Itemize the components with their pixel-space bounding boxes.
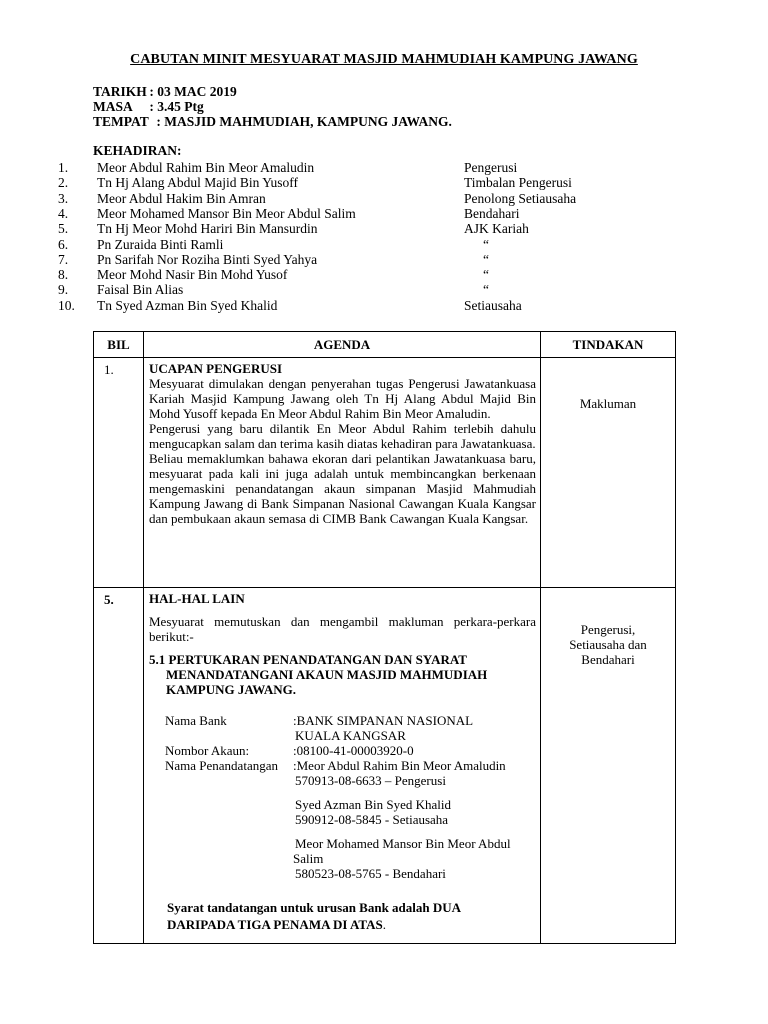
condition-line: Syarat tandatangan untuk urusan Bank adalah DUA: [167, 900, 462, 915]
tindakan-line: Pengerusi,: [580, 622, 636, 637]
header-agenda: AGENDA: [144, 332, 541, 358]
row-agenda: [144, 588, 541, 944]
attendance-role: “: [483, 236, 489, 252]
attendance-row: [0, 267, 768, 282]
attendance-row: [0, 282, 768, 297]
agenda-heading: UCAPAN PENGERUSI: [149, 361, 283, 376]
subsection-line: MENANDATANGANI AKAUN MASJID MAHMUDIAH: [166, 667, 488, 682]
attendance-role: Bendahari: [464, 205, 520, 221]
attendance-number: 9.: [58, 282, 69, 298]
table-row: [94, 358, 676, 588]
attendance-row: [0, 221, 768, 236]
account-label: Nombor Akaun:: [165, 743, 250, 758]
attendance-name: Meor Abdul Rahim Bin Meor Amaludin: [97, 160, 315, 175]
bank-value: :BANK SIMPANAN NASIONAL: [293, 713, 474, 728]
tindakan-line: Bendahari: [581, 652, 635, 667]
subsection-line: 5.1 PERTUKARAN PENANDATANGAN DAN SYARAT: [149, 652, 467, 667]
attendance-name: Pn Sarifah Nor Roziha Binti Syed Yahya: [97, 251, 318, 267]
attendance-row: [0, 298, 768, 313]
signatory-name: Meor Mohamed Mansor Bin Meor Abdul: [295, 836, 511, 851]
attendance-name: Faisal Bin Alias: [97, 282, 184, 298]
attendance-number: 10.: [58, 297, 75, 313]
attendance-number: 4.: [58, 205, 69, 221]
tarikh-label: TARIKH: [93, 84, 147, 99]
row-tindakan: Makluman: [541, 358, 676, 588]
row-bil: 1.: [94, 358, 144, 588]
attendance-row: [0, 191, 768, 206]
meta-masa: [93, 99, 204, 114]
attendance-name: Tn Syed Azman Bin Syed Khalid: [97, 297, 278, 313]
attendance-name: Tn Hj Alang Abdul Majid Bin Yusoff: [97, 175, 299, 191]
signing-condition: [167, 899, 536, 933]
attendance-number: 6.: [58, 236, 69, 252]
attendance-row: [0, 206, 768, 221]
agenda-table: [93, 331, 676, 944]
attendance-number: 8.: [58, 267, 69, 283]
attendance-name: Tn Hj Meor Mohd Hariri Bin Mansurdin: [97, 221, 318, 237]
account-value: :08100-41-00003920-0: [293, 743, 414, 758]
attendance-number: 2.: [58, 175, 69, 191]
attendance-row: [0, 252, 768, 267]
attendance-role: Penolong Setiausaha: [464, 190, 577, 206]
attendance-name: Meor Mohd Nasir Bin Mohd Yusof: [97, 267, 288, 283]
signatory-name-cont: Salim: [293, 851, 324, 866]
attendance-role: Setiausaha: [464, 297, 522, 313]
bank-value-cont: KUALA KANGSAR: [295, 728, 406, 743]
signatory-label: Nama Penandatangan: [165, 758, 278, 773]
signatory-id: 590912-08-5845 - Setiausaha: [295, 812, 449, 827]
attendance-role: “: [483, 251, 489, 267]
attendance-name: Meor Abdul Hakim Bin Amran: [97, 190, 266, 206]
attendance-row: [0, 175, 768, 190]
attendance-role: Timbalan Pengerusi: [464, 175, 572, 191]
masa-value: : 3.45 Ptg: [149, 99, 204, 114]
attendance-name: Meor Mohamed Mansor Bin Meor Abdul Salim: [97, 205, 356, 221]
signatory-id: 580523-08-5765 - Bendahari: [295, 866, 446, 881]
attendance-role: “: [483, 267, 489, 283]
attendance-number: 7.: [58, 251, 69, 267]
agenda-paragraph: Pengerusi yang baru dilantik En Meor Abdul Rahim terlebih dahulu mengucapkan salam dan terima kasih diatas kehadiran para Jawatankuasa.: [149, 421, 536, 451]
attendance-number: 1.: [58, 160, 69, 175]
attendance-row: [0, 237, 768, 252]
signatory-name: Syed Azman Bin Syed Khalid: [295, 797, 451, 812]
agenda-heading: HAL-HAL LAIN: [149, 591, 245, 606]
subsection-line: KAMPUNG JAWANG.: [166, 682, 296, 697]
bank-details: [165, 713, 536, 881]
masa-label: MASA: [93, 99, 133, 114]
row-agenda: [144, 358, 541, 588]
signatory-id: 570913-08-6633 – Pengerusi: [295, 773, 446, 788]
meta-tempat: [93, 114, 452, 129]
agenda-paragraph: Beliau memaklumkan bahawa ekoran dari pelantikan Jawatankuasa baru, mesyuarat pada kali ini juga adalah untuk membincangkan berkenaan mengemaskini penandatangan akaun simpanan Masjid Mahmudiah Kampung Jawang di Bank Simpanan Nasional Cawangan Kuala Kangsar dan pembukaan akaun semasa di CIMB Bank Cawangan Kuala Kangsar.: [149, 451, 536, 526]
condition-end: .: [382, 917, 386, 932]
agenda-intro: Mesyuarat memutuskan dan mengambil makluman perkara-perkara berikut:-: [149, 614, 536, 644]
table-row: [94, 588, 676, 944]
attendance-role: AJK Kariah: [464, 221, 529, 237]
document-title: CABUTAN MINIT MESYUARAT MASJID MAHMUDIAH KAMPUNG JAWANG: [130, 52, 638, 67]
condition-line: DARIPADA TIGA PENAMA DI ATAS: [167, 917, 383, 932]
attendance-role: Pengerusi: [464, 160, 518, 175]
header-tindakan: TINDAKAN: [541, 332, 676, 358]
meta-tarikh: [93, 84, 237, 99]
attendance-role: “: [483, 282, 489, 298]
subsection-heading: [149, 652, 536, 697]
tempat-value: : MASJID MAHMUDIAH, KAMPUNG JAWANG.: [156, 114, 452, 129]
tindakan-line: Setiausaha dan: [569, 637, 647, 652]
bank-label: Nama Bank: [165, 713, 227, 728]
attendance-number: 5.: [58, 221, 69, 237]
row-tindakan: [541, 588, 676, 944]
attendance-number: 3.: [58, 190, 69, 206]
table-header-row: [94, 332, 676, 358]
header-bil: BIL: [94, 332, 144, 358]
agenda-paragraph: Mesyuarat dimulakan dengan penyerahan tugas Pengerusi Jawatankuasa Kariah Masjid Kampung Jawang oleh Tn Hj Alang Abdul Majid Bin Mohd Yusoff kepada En Meor Abdul Rahim Bin Meor Amaludin.: [149, 376, 536, 421]
attendance-row: [0, 160, 768, 175]
tempat-label: TEMPAT: [93, 114, 149, 129]
attendance-heading: KEHADIRAN:: [93, 143, 182, 158]
attendance-name: Pn Zuraida Binti Ramli: [97, 236, 224, 252]
tarikh-value: : 03 MAC 2019: [149, 84, 237, 99]
row-bil: 5.: [94, 588, 144, 944]
signatory-name: :Meor Abdul Rahim Bin Meor Amaludin: [293, 758, 506, 773]
